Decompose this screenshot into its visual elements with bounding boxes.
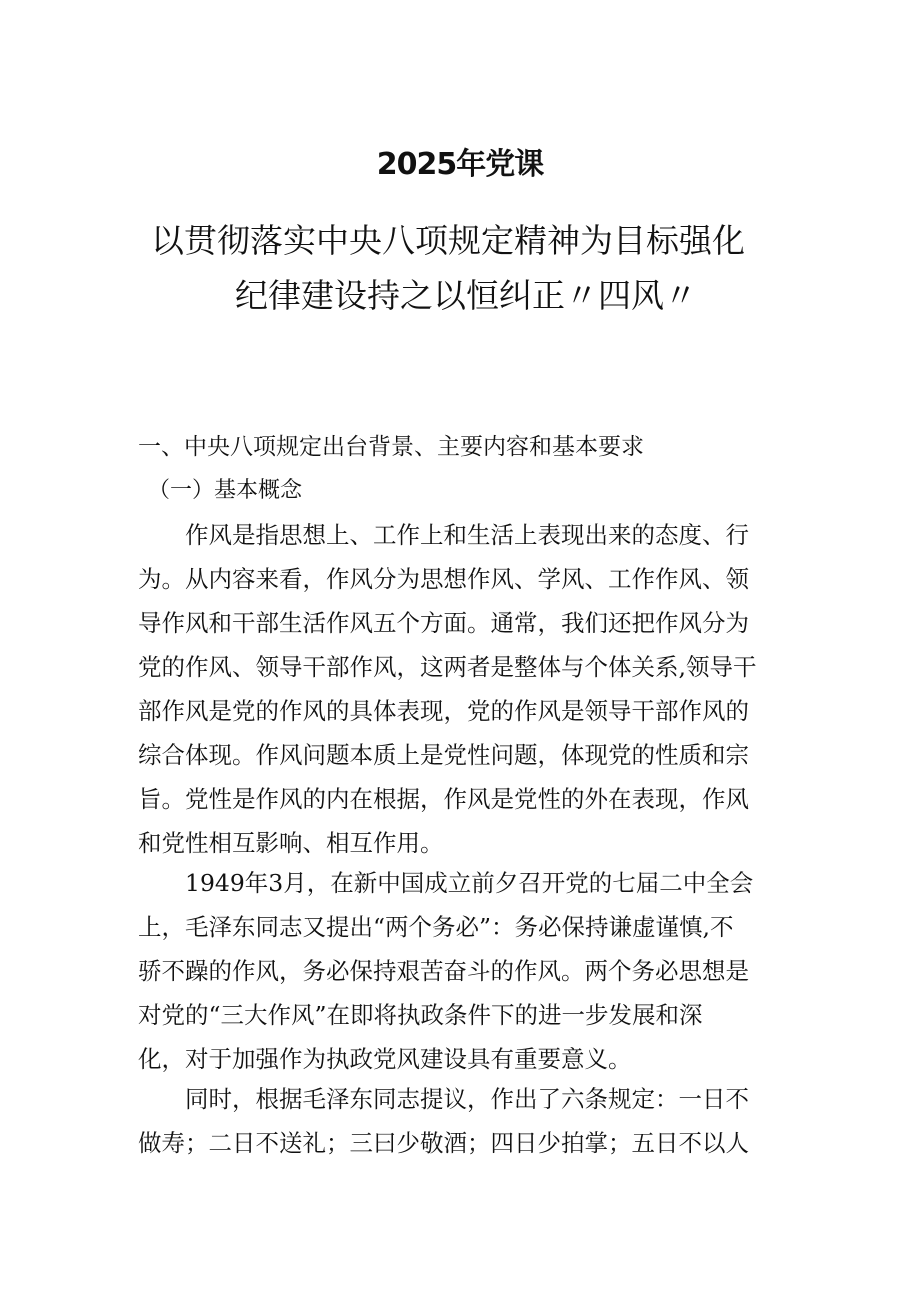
paragraph-line: 骄不躁的作风，务必保持艰苦奋斗的作风。两个务必思想是 bbox=[138, 957, 749, 985]
paragraph-line: 和党性相互影响、相互作用。 bbox=[138, 829, 444, 857]
paragraph-line: 综合体现。作风问题本质上是党性问题，体现党的性质和宗 bbox=[138, 741, 749, 769]
subtitle-line-1: 以贯彻落实中央八项规定精神为目标强化 bbox=[151, 221, 745, 260]
paragraph-line: 党的作风、领导干部作风，这两者是整体与个体关系,领导干 bbox=[138, 653, 757, 681]
paragraph-line: 为。从内容来看，作风分为思想作风、学风、工作作风、领 bbox=[138, 565, 749, 593]
paragraph-line: 化，对于加强作为执政党风建设具有重要意义。 bbox=[138, 1045, 632, 1073]
section-heading: 一、中央八项规定出台背景、主要内容和基本要求 bbox=[138, 434, 644, 460]
paragraph-line: 导作风和干部生活作风五个方面。通常，我们还把作风分为 bbox=[138, 609, 749, 637]
paragraph-line: 旨。党性是作风的内在根据，作风是党性的外在表现，作风 bbox=[138, 785, 749, 813]
paragraph-line: 同时，根据毛泽东同志提议，作出了六条规定：一日不 bbox=[138, 1085, 749, 1113]
paragraph-line: 作风是指思想上、工作上和生活上表现出来的态度、行 bbox=[138, 521, 749, 549]
paragraph-line: 上，毛泽东同志又提出“两个务必”：务必保持谦虚谨慎,不 bbox=[138, 913, 734, 941]
paragraph-line: 做寿；二日不送礼；三曰少敬酒；四日少拍掌；五日不以人 bbox=[138, 1129, 749, 1157]
document-title: 2025年党课 bbox=[376, 147, 544, 182]
paragraph-line: 部作风是党的作风的具体表现，党的作风是领导干部作风的 bbox=[138, 697, 749, 725]
subsection-heading: （一）基本概念 bbox=[148, 478, 303, 503]
paragraph-line: 对党的“三大作风”在即将执政条件下的进一步发展和深 bbox=[138, 1001, 703, 1029]
subtitle-line-2: 纪律建设持之以恒纠正〃四风〃 bbox=[235, 276, 697, 315]
paragraph-line: 1949年3月，在新中国成立前夕召开党的七届二中全会 bbox=[138, 869, 754, 897]
